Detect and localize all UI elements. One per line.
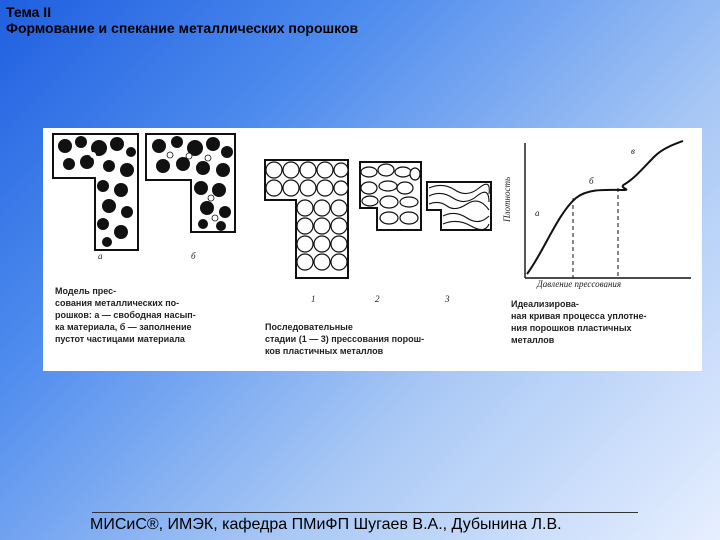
label-a: а [98,251,103,261]
graph-region-a: а [535,208,540,218]
caption-stages: Последовательные стадии (1 — 3) прессования порош- ков пластичных металлов [265,322,425,356]
slide-title: Формование и спекание металлических порошков [6,20,359,36]
graph-xlabel: Давление прессования [537,279,622,289]
graph-ylabel: Плотность [502,176,512,222]
model-b-diagram [146,134,235,232]
graph-region-c: в [631,146,635,156]
stage-2-label: 2 [375,294,380,304]
stage-2-diagram [360,162,421,230]
caption-model: Модель прес- сования металлических по- рошков: а — свободная насып- ка материала, б — заполнение пустот частицами материала [55,286,196,344]
stage-1-label: 1 [311,294,316,304]
topic-heading: Тема II [6,4,52,20]
graph-region-b: б [589,176,594,186]
slide-title-block [6,4,358,36]
stage-1-diagram [265,160,348,278]
footer-credits: МИСиС®, ИМЭК, кафедра ПМиФП Шугаев В.А., Дубынина Л.В. [90,516,562,533]
stage-3-label: 3 [445,294,450,304]
caption-curve: Идеализирова- ная кривая процесса уплотне- ния порошков пластичных металлов [511,299,647,345]
stage-3-diagram [427,182,491,230]
densification-graph [525,141,691,278]
footer-divider [92,512,638,513]
model-a-diagram [53,134,138,250]
figure-panel [43,128,702,371]
label-b: б [191,251,196,261]
